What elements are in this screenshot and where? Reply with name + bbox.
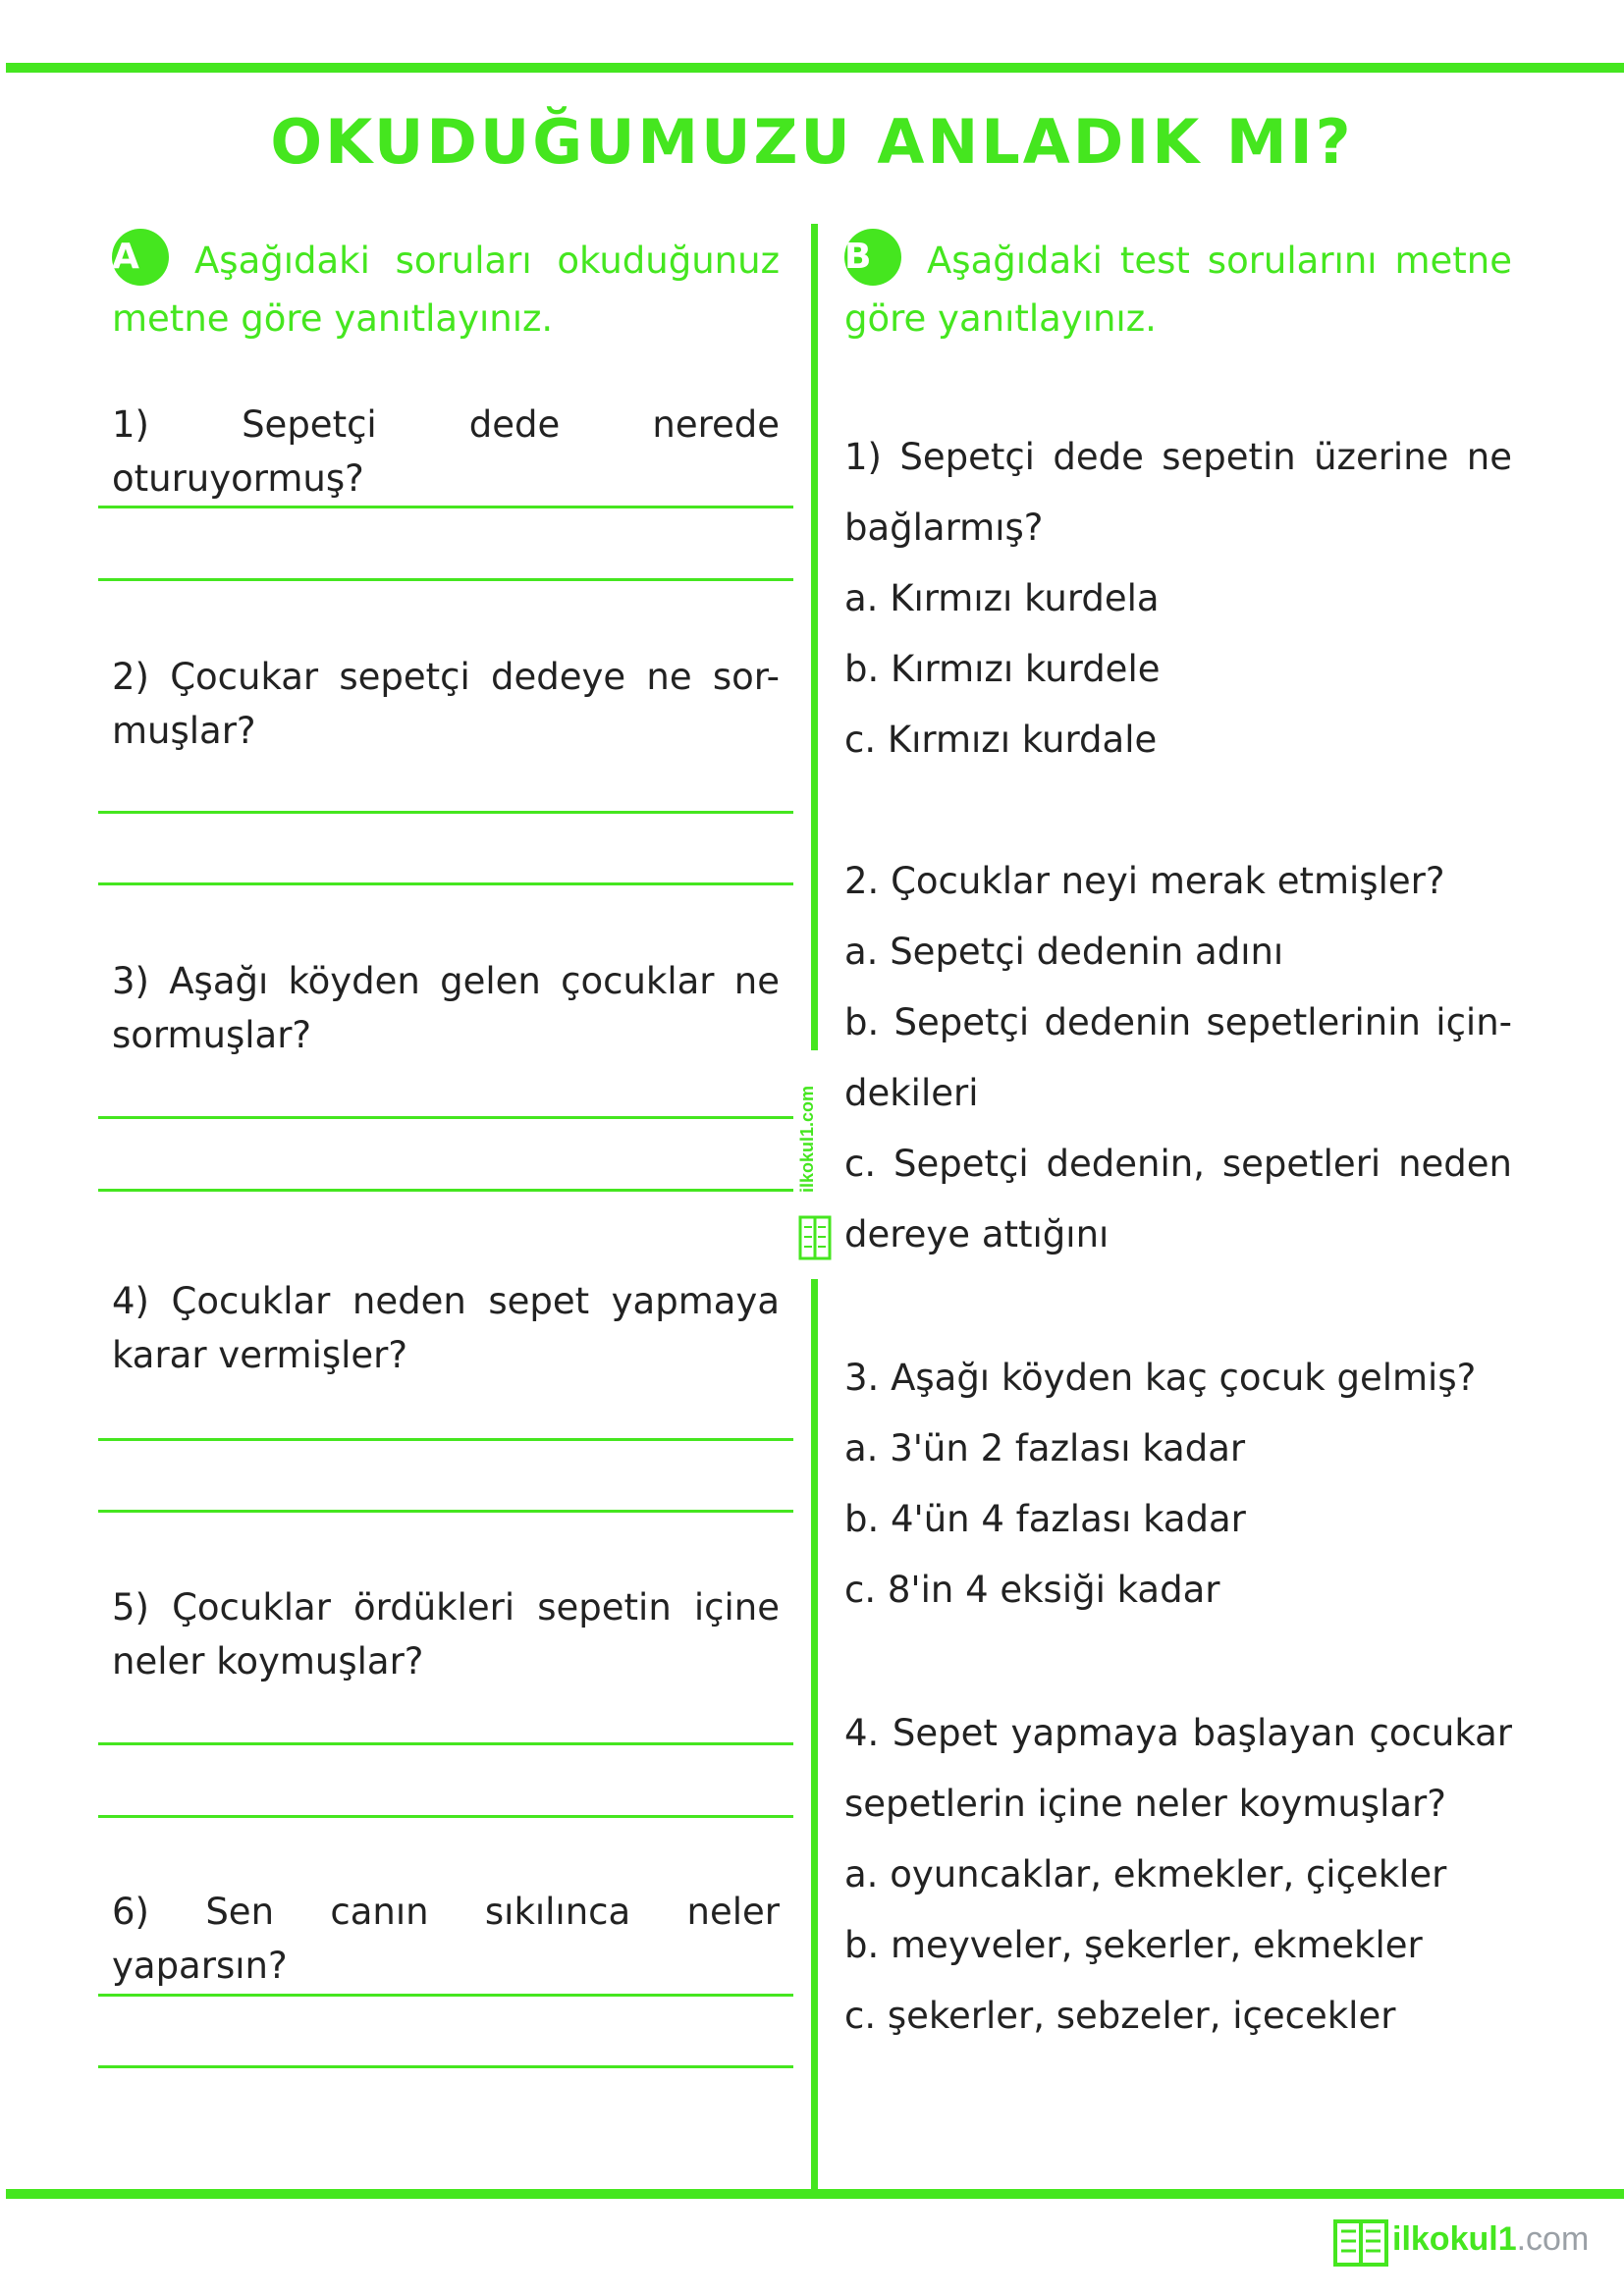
section-b-instruction-text: Aşağıdaki test sorularını metne göre yanıtlayınız. bbox=[844, 240, 1512, 340]
logo-suffix: .com bbox=[1516, 2220, 1590, 2258]
logo-main: ilkokul1 bbox=[1392, 2220, 1517, 2258]
column-divider-bottom bbox=[811, 1279, 818, 2192]
option-b1-b[interactable]: b. Kırmızı kurdele bbox=[844, 648, 1161, 690]
section-a-instruction-text: Aşağıdaki soruları okuduğunuz metne göre yanıtlayınız. bbox=[112, 240, 780, 340]
option-b3-b[interactable]: b. 4'ün 4 fazlası kadar bbox=[844, 1498, 1246, 1540]
answer-line-a2-1[interactable] bbox=[98, 811, 793, 814]
bottom-rule bbox=[6, 2189, 1624, 2199]
logo-text[interactable] bbox=[1392, 2220, 1589, 2259]
option-b4-a[interactable]: a. oyuncaklar, ekmekler, çiçekler bbox=[844, 1853, 1447, 1896]
section-a-instruction bbox=[112, 234, 780, 346]
question-a-2: 2) Çocukar sepetçi dedeye ne sor-muşlar? bbox=[112, 656, 780, 752]
column-divider-top bbox=[811, 224, 818, 1050]
top-rule bbox=[6, 63, 1624, 73]
question-b-2: 2. Çocuklar neyi merak etmişler? bbox=[844, 860, 1445, 902]
answer-line-a4-1[interactable] bbox=[98, 1438, 793, 1441]
section-b-badge: B bbox=[844, 229, 901, 286]
option-b4-b[interactable]: b. meyveler, şekerler, ekmekler bbox=[844, 1924, 1423, 1966]
answer-line-a3-2[interactable] bbox=[98, 1189, 793, 1192]
question-b-1: 1) Sepetçi dede sepetin üzerine ne bağlarmış? bbox=[844, 436, 1512, 549]
option-b2-a[interactable]: a. Sepetçi dedenin adını bbox=[844, 931, 1284, 973]
option-b1-a[interactable]: a. Kırmızı kurdela bbox=[844, 577, 1160, 619]
answer-line-a6-1[interactable] bbox=[98, 1994, 793, 1997]
section-b-instruction bbox=[844, 234, 1512, 346]
question-a-1: 1) Sepetçi dede nerede oturuyormuş? bbox=[112, 403, 780, 500]
page-title: OKUDUĞUMUZU ANLADIK MI? bbox=[270, 106, 1354, 178]
option-b3-a[interactable]: a. 3'ün 2 fazlası kadar bbox=[844, 1427, 1246, 1469]
question-a-3: 3) Aşağı köyden gelen çocuklar ne sormuşlar? bbox=[112, 960, 780, 1056]
book-logo-icon bbox=[1331, 2214, 1390, 2272]
option-b3-c[interactable]: c. 8'in 4 eksiği kadar bbox=[844, 1569, 1220, 1611]
answer-line-a3-1[interactable] bbox=[98, 1116, 793, 1119]
question-a-6: 6) Sen canın sıkılınca neler yaparsın? bbox=[112, 1891, 780, 1987]
answer-line-a6-2[interactable] bbox=[98, 2065, 793, 2068]
answer-line-a1-2[interactable] bbox=[98, 578, 793, 581]
option-b2-c[interactable]: c. Sepetçi dedenin, sepetleri neden dereye attığını bbox=[844, 1143, 1512, 1255]
watermark-text: ilkokul1.com bbox=[797, 1085, 817, 1193]
question-a-4: 4) Çocuklar neden sepet yapmaya karar vermişler? bbox=[112, 1280, 780, 1376]
answer-line-a1-1[interactable] bbox=[98, 506, 793, 508]
question-b-4: 4. Sepet yapmaya başlayan çocukar sepetlerin içine neler koymuşlar? bbox=[844, 1712, 1512, 1825]
option-b1-c[interactable]: c. Kırmızı kurdale bbox=[844, 719, 1158, 761]
option-b4-c[interactable]: c. şekerler, sebzeler, içecekler bbox=[844, 1995, 1396, 2037]
answer-line-a5-1[interactable] bbox=[98, 1742, 793, 1745]
answer-line-a4-2[interactable] bbox=[98, 1510, 793, 1513]
question-b-3: 3. Aşağı köyden kaç çocuk gelmiş? bbox=[844, 1357, 1477, 1399]
answer-line-a5-2[interactable] bbox=[98, 1815, 793, 1818]
section-a-badge: A bbox=[112, 229, 169, 286]
question-a-5: 5) Çocuklar ördükleri sepetin içine neler koymuşlar? bbox=[112, 1586, 780, 1682]
answer-line-a2-2[interactable] bbox=[98, 882, 793, 885]
option-b2-b[interactable]: b. Sepetçi dedenin sepetlerinin için-dekileri bbox=[844, 1001, 1512, 1114]
